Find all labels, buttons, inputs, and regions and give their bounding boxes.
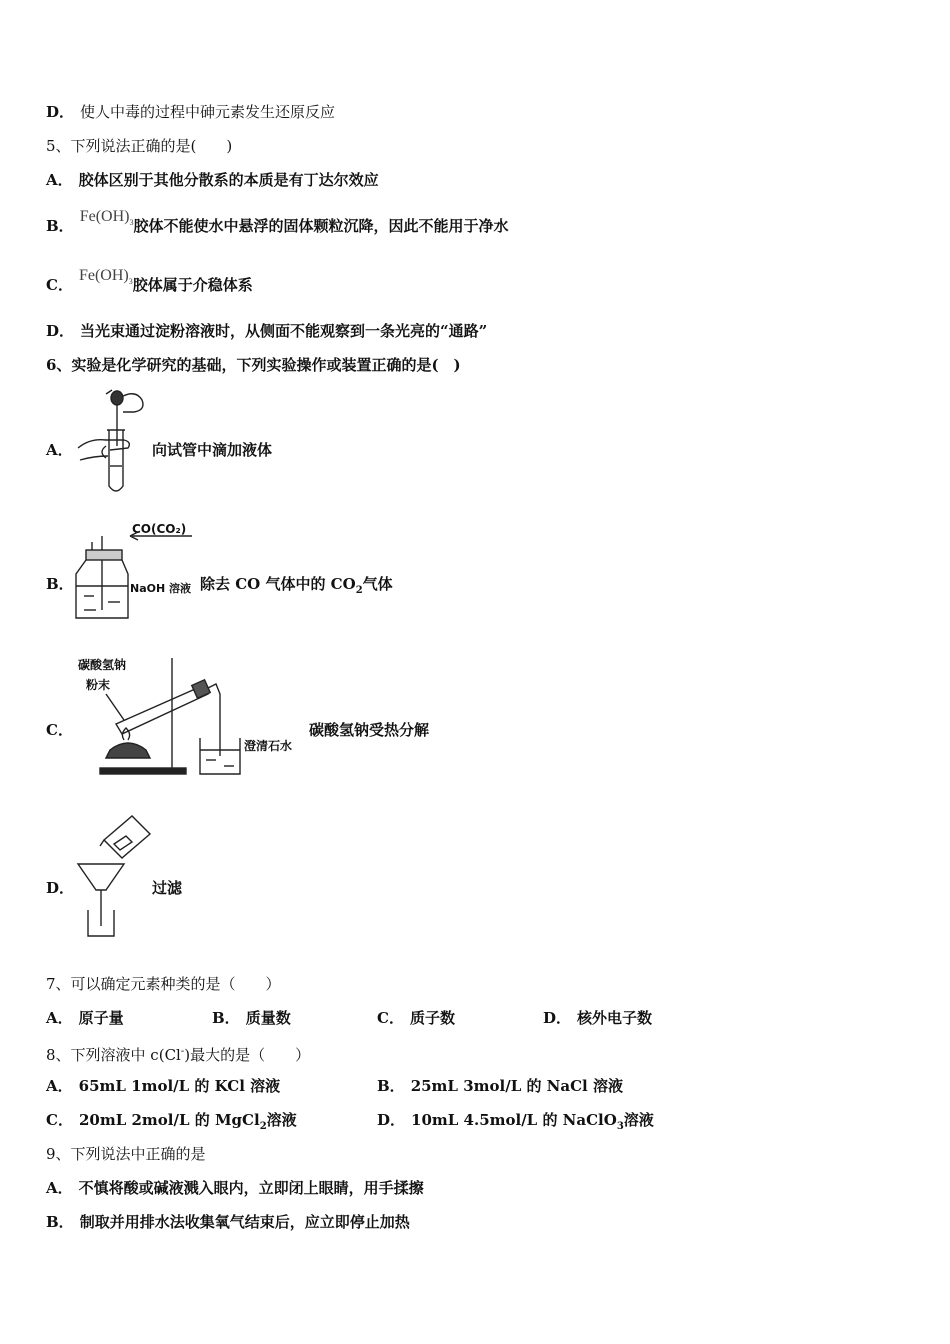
q6-stem: 6、实验是化学研究的基础，下列实验操作或装置正确的是( ): [46, 356, 461, 374]
solution-label: NaOH 溶液: [130, 582, 192, 595]
alcohol-lamp: [106, 743, 150, 758]
delivery-tube: [208, 684, 220, 756]
q5-option-d: [46, 321, 487, 341]
gas-washing-bottle-figure: [72, 516, 202, 622]
tilted-test-tube: [116, 686, 208, 734]
q6-option-c-label: C．: [46, 721, 73, 739]
q8-option-a: A． 65mL 1mol/L 的 KCl 溶液: [46, 1077, 281, 1095]
option-text: 当光束通过淀粉溶液时，从侧面不能观察到一条光亮的“通路”: [80, 322, 488, 340]
tube-stopper: [192, 680, 210, 698]
q6-option-a-text: 向试管中滴加液体: [152, 441, 273, 459]
q9-option-b: B． 制取并用排水法收集氧气结束后，应立即停止加热: [46, 1213, 410, 1231]
q6-option-b-text: 除去 CO 气体中的 $CO_2$气体: [200, 575, 393, 596]
option-label: C．: [46, 276, 73, 294]
option-label: D．: [46, 322, 75, 340]
powder-label-1: 碳酸氢钠: [78, 658, 127, 672]
q7-option-a: A． 原子量: [46, 1009, 124, 1027]
test-tube: [109, 430, 123, 491]
q7-option-d: D． 核外电子数: [543, 1009, 653, 1027]
q9-stem: 9、下列说法中正确的是: [46, 1145, 206, 1163]
funnel: [78, 864, 124, 890]
q6-option-d-text: 过滤: [152, 879, 183, 897]
option-label: A．: [46, 171, 73, 189]
stand-base: [100, 768, 186, 774]
q4-option-d: [46, 102, 335, 122]
q6-option-a-label: A．: [46, 441, 73, 459]
bottle-label: [114, 836, 132, 850]
q8-option-c: C． 20mL 2mol/L 的 MgCl$_2$溶液: [46, 1111, 297, 1132]
q9-option-a: A． 不慎将酸或碱液溅入眼内，立即闭上眼睛，用手揉擦: [46, 1179, 424, 1197]
option-label: D．: [46, 103, 75, 121]
formula-fe-oh-3: $Fe(OH)_3$: [78, 267, 133, 287]
q8-stem: 8、下列溶液中 c(Cl-)最大的是（ ）: [46, 1046, 311, 1064]
option-text: 胶体区别于其他分散系的本质是有丁达尔效应: [78, 171, 379, 189]
q5-option-c: [46, 267, 253, 302]
q5-stem: 5、下列说法正确的是( ): [46, 137, 233, 155]
q6-option-d-label: D．: [46, 879, 75, 897]
dropper-test-tube-figure: [76, 386, 156, 498]
option-text: 胶体不能使水中悬浮的固体颗粒沉降，因此不能用于净水: [133, 217, 509, 235]
q7-option-c: C． 质子数: [377, 1009, 455, 1027]
filtration-figure: [74, 814, 154, 938]
q8-option-d: D． 10mL 4.5mol/L 的 NaClO$_3$溶液: [377, 1111, 654, 1132]
q6-option-c-text: 碳酸氢钠受热分解: [309, 721, 430, 739]
formula-fe-oh-3: $Fe(OH)_3$: [79, 208, 134, 228]
upper-hand: [123, 394, 143, 412]
powder-label-2: 粉末: [86, 678, 111, 692]
dropper-bulb: [111, 391, 123, 405]
heating-decomposition-figure: [76, 654, 312, 778]
gas-label: CO(CO₂): [132, 522, 187, 536]
q7-option-b: B． 质量数: [212, 1009, 291, 1027]
option-text: 胶体属于介稳体系: [132, 276, 253, 294]
option-label: B．: [46, 217, 74, 235]
q7-stem: 7、可以确定元素种类的是（ ）: [46, 975, 281, 993]
q6-option-b-label: B．: [46, 575, 74, 593]
limewater-label: 澄清石水: [244, 739, 293, 753]
option-text: 使人中毒的过程中砷元素发生还原反应: [80, 103, 336, 121]
q5-option-a: [46, 170, 379, 190]
q5-option-b: [46, 208, 509, 243]
stopper: [86, 550, 122, 560]
q8-option-b: B． 25mL 3mol/L 的 NaCl 溶液: [377, 1077, 623, 1095]
